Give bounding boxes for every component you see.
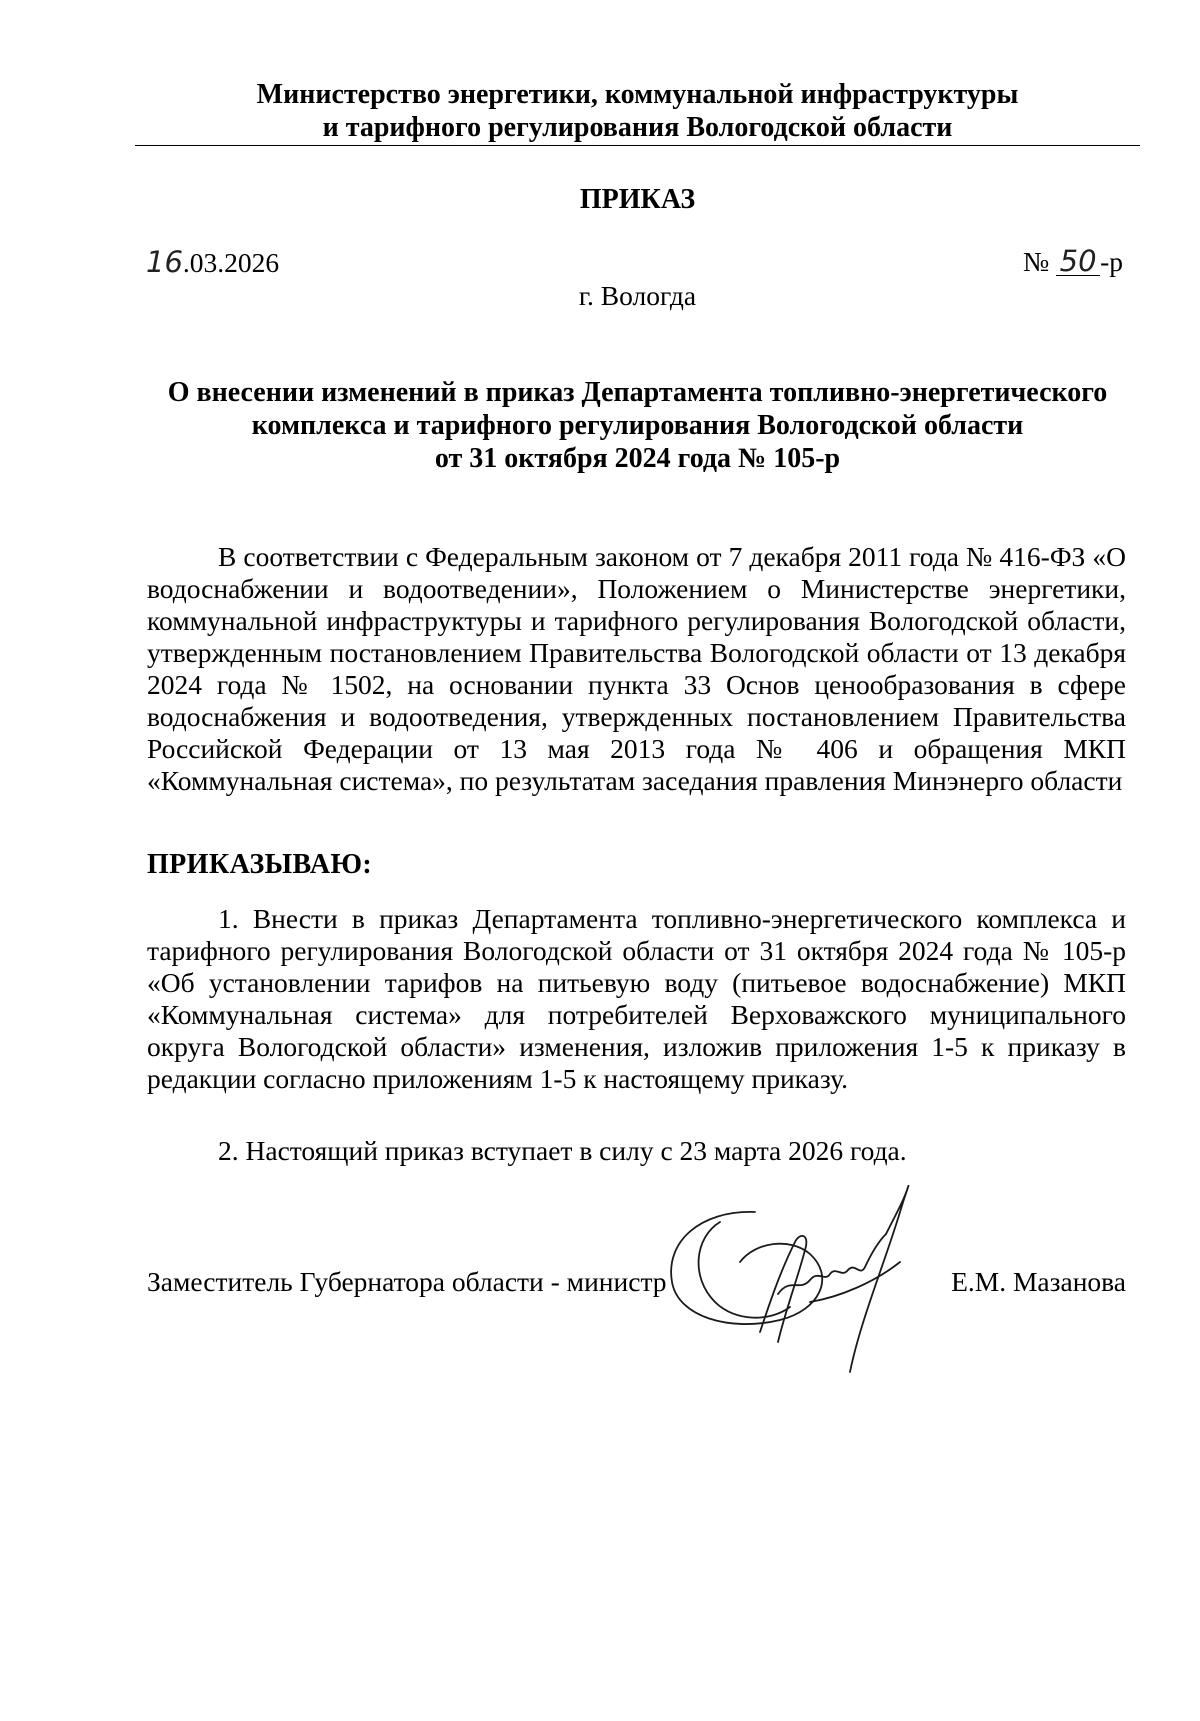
- document-title: [135, 376, 1140, 475]
- document-city: г. Вологда: [578, 280, 697, 311]
- handwritten-signature: [660, 1182, 940, 1377]
- number-handwritten: 50: [1056, 247, 1100, 276]
- document-type: ПРИКАЗ: [579, 184, 696, 215]
- order-item-2: 2. Настоящий приказ вступает в силу с 23 марта 2026 года.: [218, 1135, 907, 1166]
- date-day-handwritten: 16: [146, 245, 183, 279]
- signer-position: Заместитель Губернатора области - министр: [147, 1266, 667, 1297]
- document-number: [1023, 246, 1123, 278]
- number-prefix: №: [1022, 246, 1057, 277]
- signer-name: Е.М. Мазанова: [951, 1266, 1126, 1297]
- title-line-3: от 31 октября 2024 года № 105-р: [434, 443, 841, 474]
- document-date: [146, 246, 279, 279]
- date-month-year: .03.2026: [182, 247, 280, 278]
- header-divider: [135, 145, 1140, 146]
- ministry-name-line-1: Министерство энергетики, коммунальной инфраструктуры: [256, 79, 1019, 110]
- ministry-name-line-2: и тарифного регулирования Вологодской области: [322, 112, 953, 143]
- preamble-paragraph: В соответствии с Федеральным законом от 7 декабря 2011 года № 416-ФЗ «О водоснабжении и водоотведении», Положением о Министерстве энергетики, коммунальной инфраструктуры и тарифного регулирования Вологодской области, утвержденным постановлением Правительства Вологодской области от 13 декабря 2024 года № 1502, на основании пункта 33 Основ ценообразования в сфере водоснабжения и водоотведения, утвержденных постановлением Правительства Российской Федерации от 13 мая 2013 года № 406 и обращения МКП «Коммунальная система», по результатам заседания правления Минэнерго области: [147, 541, 1126, 796]
- number-suffix: -р: [1100, 246, 1123, 277]
- title-line-1: О внесении изменений в приказ Департамента топливно-энергетического: [167, 377, 1108, 408]
- order-word: ПРИКАЗЫВАЮ:: [147, 849, 373, 880]
- order-item-1: 1. Внести в приказ Департамента топливно-энергетического комплекса и тарифного регулирования Вологодской области от 31 октября 2024 года № 105-р «Об установлении тарифов на питьевую воду (питьевое водоснабжение) МКП «Коммунальная система» для потребителей Верховажского муниципального округа Вологодской области» изменения, изложив приложения 1-5 к приказу в редакции согласно приложениям 1-5 к настоящему приказу.: [147, 903, 1126, 1094]
- title-line-2: комплекса и тарифного регулирования Вологодской области: [251, 410, 1024, 441]
- ministry-header: [135, 78, 1140, 144]
